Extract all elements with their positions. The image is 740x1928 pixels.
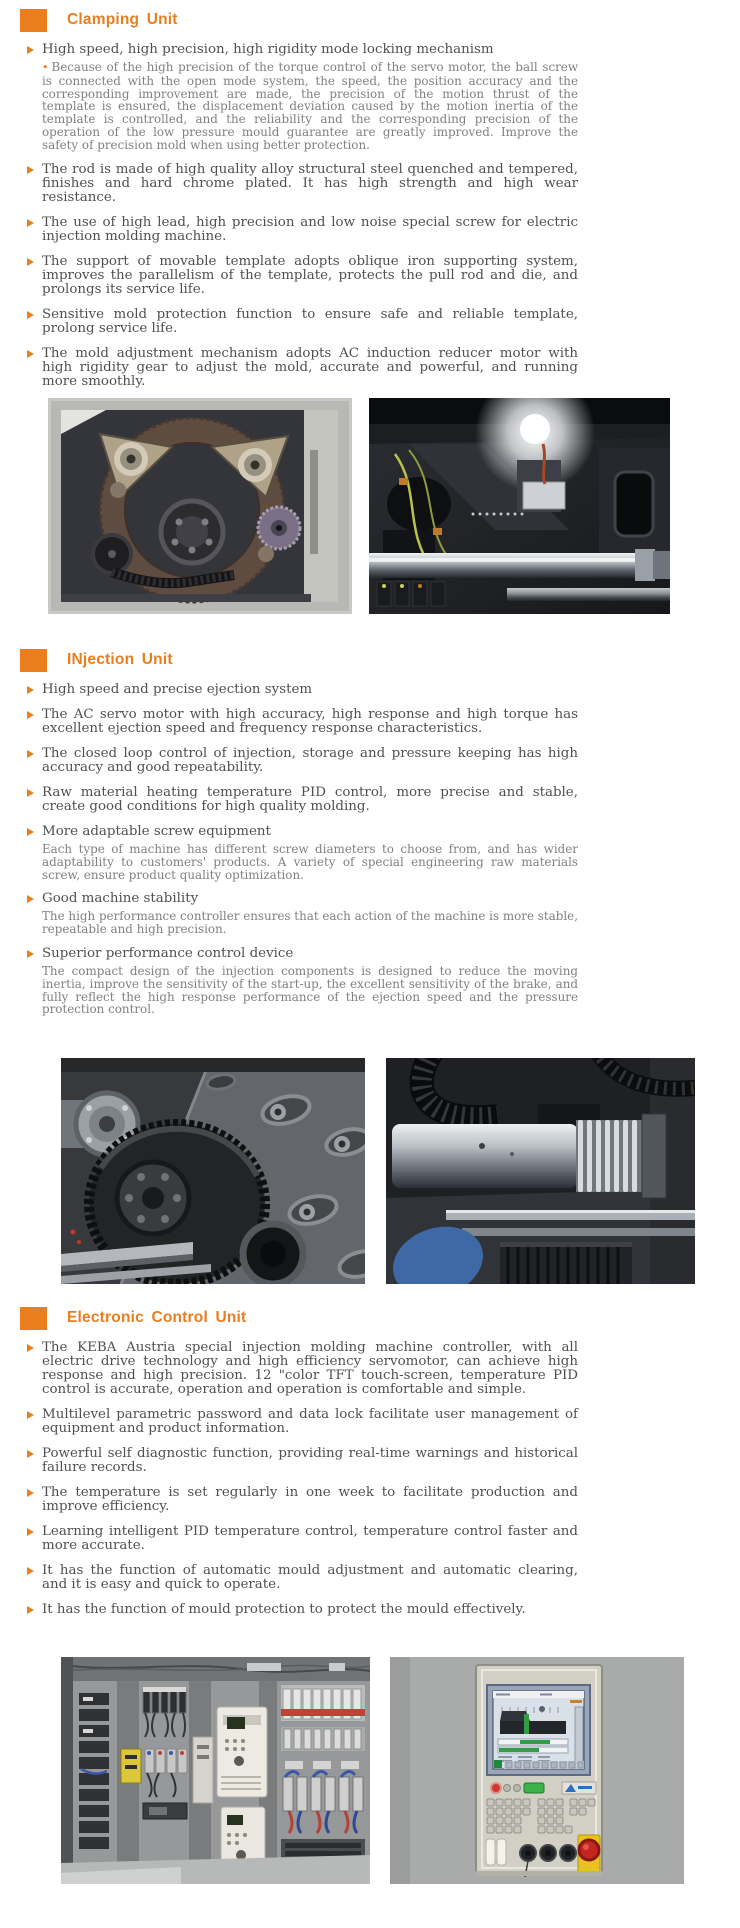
list-item (42, 683, 578, 697)
list-item (42, 163, 578, 205)
bullet-text: High speed and precise ejection system (42, 682, 313, 697)
list-item (42, 1564, 578, 1592)
bullet-text: Good machine stability (42, 891, 199, 907)
bullet-arrow-icon (27, 166, 34, 174)
sub-bullet-dot: • (42, 61, 49, 74)
bullet-text: Sensitive mold protection function to ensure safe and reliable template, prolong service life. (42, 306, 578, 336)
list-item (42, 825, 578, 881)
bullet-arrow-icon (27, 1450, 34, 1458)
bullet-arrow-icon (27, 828, 34, 836)
bullet-text: The KEBA Austria special injection molding machine controller, with all electric drive technology and high efficiency servomotor, can achieve high response and high precision. 12 "color TFT touch-screen, temperature PID control is accurate, operation and operation is comfortable and simple. (42, 1340, 578, 1397)
injection-screw-barrel-photo (386, 1058, 695, 1284)
bullet-sub-text: Each type of machine has different screw diameters to choose from, and has wider adaptability to customers' products. A variety of special engineering raw materials screw, ensure product quality optimization. (42, 842, 578, 882)
list-item (42, 1603, 578, 1617)
control-photo-row (61, 1657, 684, 1884)
bullet-text: The use of high lead, high precision and low noise special screw for electric injection molding machine. (42, 214, 578, 244)
clamping-unit-interior-photo (369, 398, 670, 614)
bullet-text: Powerful self diagnostic function, providing real-time warnings and historical failure records. (42, 1446, 578, 1475)
bullet-sub-text: The compact design of the injection components is designed to reduce the moving inertia, improve the sensitivity of the start-up, the excellent sensitivity of the brake, and fully reflect the high response performance of the ejection speed and the pressure protection control. (42, 963, 578, 1017)
bullet-text: The mold adjustment mechanism adopts AC induction reducer motor with high rigidity gear to adjust the mold, accurate and powerful, and running more smoothly. (42, 345, 578, 389)
bullet-sub-text: The high performance controller ensures that each action of the machine is more stable, repeatable and high precision. (42, 909, 578, 937)
bullet-arrow-icon (27, 311, 34, 319)
bullet-arrow-icon (27, 895, 34, 903)
bullet-text: More adaptable screw equipment (42, 824, 271, 839)
clamping-photo-row (48, 398, 670, 614)
bullet-arrow-icon (27, 1528, 34, 1536)
bullet-text: High speed, high precision, high rigidity mode locking mechanism (42, 42, 494, 57)
bullet-arrow-icon (27, 1606, 34, 1614)
bullet-arrow-icon (27, 750, 34, 758)
list-item (42, 747, 578, 775)
section-title: INjection Unit (67, 651, 173, 668)
bullet-text: It has the function of automatic mould adjustment and automatic clearing, and it is easy and quick to operate. (42, 1563, 578, 1592)
section-header (20, 648, 740, 672)
list-item (42, 1447, 578, 1475)
bullet-text: The closed loop control of injection, storage and pressure keeping has high accuracy and good repeatability. (42, 746, 578, 775)
injection-photo-row (61, 1058, 695, 1284)
bullet-arrow-icon (27, 350, 34, 358)
bullet-list (0, 1341, 740, 1617)
bullet-text: The temperature is set regularly in one week to facilitate production and improve efficiency. (42, 1485, 578, 1514)
orange-square-icon (20, 649, 47, 672)
keba-control-panel-photo (390, 1657, 684, 1884)
section-header (20, 8, 740, 32)
bullet-arrow-icon (27, 1344, 34, 1352)
section-title: Electronic Control Unit (67, 1309, 247, 1326)
bullet-arrow-icon (27, 950, 34, 958)
list-item (42, 1408, 578, 1436)
clamping-toggle-mechanism-photo (48, 398, 352, 614)
list-item (42, 255, 578, 297)
section-electronic-control-unit (0, 1306, 740, 1617)
section-header (20, 1306, 740, 1330)
bullet-text: Raw material heating temperature PID control, more precise and stable, create good conditions for high quality molding. (42, 785, 578, 814)
orange-square-icon (20, 9, 47, 32)
bullet-text: Superior performance control device (42, 945, 294, 961)
bullet-arrow-icon (27, 686, 34, 694)
list-item (42, 1525, 578, 1553)
list-item (42, 1486, 578, 1514)
bullet-list (0, 683, 740, 1016)
list-item (42, 308, 578, 336)
bullet-arrow-icon (27, 46, 34, 54)
injection-drive-gear-photo (61, 1058, 365, 1284)
bullet-text: The rod is made of high quality alloy structural steel quenched and tempered, finishes and hard chrome plated. It has high strength and high wear resistance. (42, 161, 578, 205)
electric-control-cabinet-photo (61, 1657, 370, 1884)
bullet-arrow-icon (27, 789, 34, 797)
bullet-arrow-icon (27, 1411, 34, 1419)
bullet-sub-text (42, 61, 578, 152)
bullet-text: It has the function of mould protection to protect the mould effectively. (42, 1602, 526, 1617)
list-item (42, 892, 578, 936)
bullet-arrow-icon (27, 711, 34, 719)
list-item (42, 708, 578, 736)
bullet-text: The support of movable template adopts oblique iron supporting system, improves the parallelism of the template, protects the pull rod and die, and prolongs its service life. (42, 253, 578, 297)
bullet-list (0, 43, 740, 389)
list-item (42, 216, 578, 244)
bullet-text: The AC servo motor with high accuracy, high response and high torque has excellent ejection speed and frequency response characteristics. (42, 707, 578, 736)
orange-square-icon (20, 1307, 47, 1330)
list-item (42, 947, 578, 1016)
bullet-arrow-icon (27, 1489, 34, 1497)
bullet-arrow-icon (27, 1567, 34, 1575)
bullet-text: Multilevel parametric password and data lock facilitate user management of equipment and product information. (42, 1407, 578, 1436)
bullet-arrow-icon (27, 219, 34, 227)
list-item (42, 1341, 578, 1397)
bullet-arrow-icon (27, 258, 34, 266)
list-item (42, 347, 578, 389)
section-clamping-unit (0, 8, 740, 389)
bullet-text: Learning intelligent PID temperature control, temperature control faster and more accurate. (42, 1524, 578, 1553)
list-item (42, 786, 578, 814)
list-item (42, 43, 578, 152)
sub-text: Because of the high precision of the torque control of the servo motor, the ball screw is connected with the open mode system, the speed, the position accuracy and the corresponding improvement are made, the precision of the motion thrust of the template is ensured, the displacement deviation caused by the motion inertia of the template is controlled, and the reliability and the corresponding precision of the operation of the low pressure mould guarantee are greatly improved. Improve the safety of precision mold when using better protection. (42, 60, 578, 152)
section-injection-unit (0, 648, 740, 1016)
section-title: Clamping Unit (67, 11, 178, 28)
